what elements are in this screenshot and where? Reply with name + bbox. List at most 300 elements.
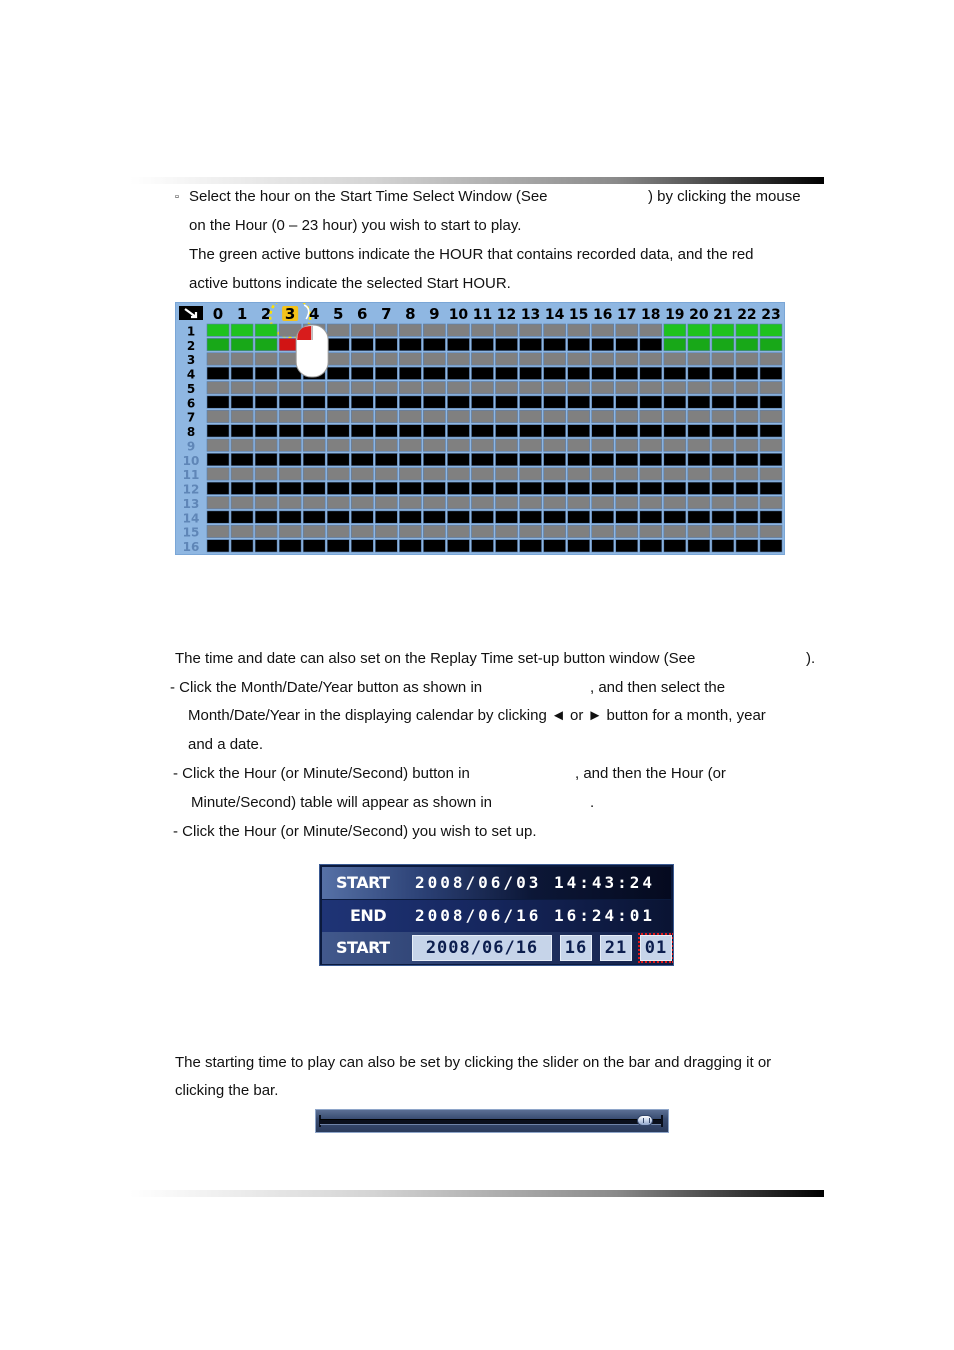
grid-cell[interactable] — [255, 338, 277, 350]
grid-cell[interactable] — [279, 382, 301, 394]
hour-header-10[interactable]: 10 — [448, 307, 469, 323]
grid-cell[interactable] — [375, 525, 397, 537]
grid-cell[interactable] — [592, 367, 614, 379]
grid-cell[interactable] — [327, 353, 349, 365]
grid-cell[interactable] — [231, 324, 253, 336]
grid-cell[interactable] — [664, 382, 686, 394]
grid-cell[interactable] — [520, 396, 542, 408]
grid-cell[interactable] — [207, 396, 229, 408]
grid-cell[interactable] — [303, 497, 325, 509]
grid-cell[interactable] — [568, 425, 590, 437]
grid-cell[interactable] — [207, 367, 229, 379]
hour-header-0[interactable]: 0 — [212, 305, 224, 323]
grid-cell[interactable] — [303, 525, 325, 537]
grid-cell[interactable] — [592, 540, 614, 552]
grid-cell[interactable] — [520, 482, 542, 494]
grid-cell[interactable] — [207, 382, 229, 394]
second-button[interactable]: 01 — [640, 935, 672, 961]
grid-cell[interactable] — [231, 367, 253, 379]
grid-cell[interactable] — [471, 453, 493, 465]
grid-cell[interactable] — [327, 410, 349, 422]
grid-cell[interactable] — [688, 338, 710, 350]
grid-cell[interactable] — [399, 338, 421, 350]
grid-cell[interactable] — [255, 511, 277, 523]
grid-cell[interactable] — [496, 439, 518, 451]
grid-cell[interactable] — [399, 410, 421, 422]
hour-header-1[interactable]: 1 — [236, 305, 248, 323]
grid-cell[interactable] — [688, 439, 710, 451]
grid-cell[interactable] — [592, 324, 614, 336]
grid-cell[interactable] — [423, 410, 445, 422]
grid-cell[interactable] — [327, 497, 349, 509]
grid-cell[interactable] — [231, 540, 253, 552]
grid-cell[interactable] — [423, 453, 445, 465]
grid-cell[interactable] — [688, 367, 710, 379]
grid-cell[interactable] — [640, 410, 662, 422]
grid-cell[interactable] — [327, 453, 349, 465]
grid-cell[interactable] — [520, 453, 542, 465]
grid-cell[interactable] — [592, 468, 614, 480]
hour-header-16[interactable]: 16 — [592, 307, 613, 323]
grid-cell[interactable] — [207, 468, 229, 480]
grid-cell[interactable] — [712, 525, 734, 537]
hour-header-18[interactable]: 18 — [641, 307, 661, 323]
hour-header-5[interactable]: 5 — [333, 305, 344, 323]
grid-cell[interactable] — [592, 453, 614, 465]
grid-cell[interactable] — [568, 439, 590, 451]
grid-cell[interactable] — [568, 353, 590, 365]
grid-cell[interactable] — [471, 525, 493, 537]
grid-cell[interactable] — [351, 540, 373, 552]
grid-cell[interactable] — [496, 367, 518, 379]
grid-cell[interactable] — [327, 396, 349, 408]
grid-cell[interactable] — [279, 497, 301, 509]
hour-header-15[interactable]: 15 — [568, 307, 589, 323]
grid-cell[interactable] — [616, 497, 638, 509]
grid-cell[interactable] — [760, 382, 782, 394]
grid-cell[interactable] — [399, 482, 421, 494]
grid-cell[interactable] — [688, 468, 710, 480]
grid-cell[interactable] — [423, 396, 445, 408]
grid-cell[interactable] — [736, 482, 758, 494]
grid-cell[interactable] — [760, 439, 782, 451]
grid-cell[interactable] — [616, 382, 638, 394]
grid-cell[interactable] — [544, 453, 566, 465]
grid-cell[interactable] — [375, 410, 397, 422]
date-button[interactable]: 2008/06/16 — [412, 935, 552, 961]
grid-cell[interactable] — [544, 425, 566, 437]
grid-cell[interactable] — [544, 511, 566, 523]
grid-cell[interactable] — [664, 324, 686, 336]
grid-cell[interactable] — [279, 396, 301, 408]
grid-cell[interactable] — [303, 410, 325, 422]
grid-cell[interactable] — [351, 367, 373, 379]
grid-cell[interactable] — [471, 338, 493, 350]
hour-header-19[interactable]: 19 — [665, 307, 685, 323]
grid-cell[interactable] — [736, 396, 758, 408]
grid-cell[interactable] — [688, 410, 710, 422]
grid-cell[interactable] — [736, 468, 758, 480]
grid-cell[interactable] — [640, 367, 662, 379]
grid-cell[interactable] — [664, 453, 686, 465]
grid-cell[interactable] — [640, 324, 662, 336]
grid-cell[interactable] — [231, 439, 253, 451]
grid-cell[interactable] — [592, 396, 614, 408]
grid-cell[interactable] — [207, 497, 229, 509]
grid-cell[interactable] — [303, 453, 325, 465]
grid-cell[interactable] — [664, 482, 686, 494]
grid-cell[interactable] — [255, 324, 277, 336]
grid-cell[interactable] — [568, 511, 590, 523]
grid-cell[interactable] — [207, 439, 229, 451]
grid-cell[interactable] — [760, 482, 782, 494]
hour-button[interactable]: 16 — [560, 935, 592, 961]
grid-cell[interactable] — [616, 425, 638, 437]
grid-cell[interactable] — [664, 511, 686, 523]
grid-cell[interactable] — [760, 353, 782, 365]
grid-cell[interactable] — [616, 338, 638, 350]
grid-cell[interactable] — [520, 324, 542, 336]
grid-cell[interactable] — [664, 338, 686, 350]
grid-cell[interactable] — [712, 468, 734, 480]
grid-cell[interactable] — [351, 396, 373, 408]
grid-cell[interactable] — [423, 540, 445, 552]
grid-cell[interactable] — [688, 540, 710, 552]
slider-track[interactable] — [320, 1119, 662, 1125]
grid-cell[interactable] — [399, 497, 421, 509]
grid-cell[interactable] — [640, 482, 662, 494]
grid-cell[interactable] — [592, 525, 614, 537]
grid-cell[interactable] — [447, 367, 469, 379]
grid-cell[interactable] — [616, 324, 638, 336]
grid-cell[interactable] — [327, 439, 349, 451]
grid-cell[interactable] — [664, 425, 686, 437]
grid-cell[interactable] — [616, 439, 638, 451]
grid-cell[interactable] — [207, 324, 229, 336]
grid-cell[interactable] — [327, 525, 349, 537]
grid-cell[interactable] — [640, 468, 662, 480]
grid-cell[interactable] — [303, 511, 325, 523]
grid-cell[interactable] — [471, 367, 493, 379]
grid-cell[interactable] — [351, 338, 373, 350]
grid-cell[interactable] — [231, 353, 253, 365]
hour-header-2[interactable]: 2 — [260, 305, 272, 323]
hour-header-21[interactable]: 21 — [713, 307, 733, 323]
grid-cell[interactable] — [471, 540, 493, 552]
grid-cell[interactable] — [736, 540, 758, 552]
grid-cell[interactable] — [736, 511, 758, 523]
grid-cell[interactable] — [279, 525, 301, 537]
grid-cell[interactable] — [447, 338, 469, 350]
grid-cell[interactable] — [375, 367, 397, 379]
grid-cell[interactable] — [640, 338, 662, 350]
grid-cell[interactable] — [736, 382, 758, 394]
grid-cell[interactable] — [471, 439, 493, 451]
grid-cell[interactable] — [688, 353, 710, 365]
grid-cell[interactable] — [207, 425, 229, 437]
grid-cell[interactable] — [255, 410, 277, 422]
grid-cell[interactable] — [760, 396, 782, 408]
grid-cell[interactable] — [399, 425, 421, 437]
grid-cell[interactable] — [207, 338, 229, 350]
grid-cell[interactable] — [520, 497, 542, 509]
grid-cell[interactable] — [568, 382, 590, 394]
grid-cell[interactable] — [471, 497, 493, 509]
grid-cell[interactable] — [496, 497, 518, 509]
grid-cell[interactable] — [640, 353, 662, 365]
grid-cell[interactable] — [375, 497, 397, 509]
grid-cell[interactable] — [568, 525, 590, 537]
grid-cell[interactable] — [616, 353, 638, 365]
grid-cell[interactable] — [496, 482, 518, 494]
grid-cell[interactable] — [471, 511, 493, 523]
grid-cell[interactable] — [231, 525, 253, 537]
grid-cell[interactable] — [496, 410, 518, 422]
grid-cell[interactable] — [471, 425, 493, 437]
grid-cell[interactable] — [520, 382, 542, 394]
grid-cell[interactable] — [423, 425, 445, 437]
grid-cell[interactable] — [447, 410, 469, 422]
grid-cell[interactable] — [351, 482, 373, 494]
grid-cell[interactable] — [279, 511, 301, 523]
grid-cell[interactable] — [447, 396, 469, 408]
grid-cell[interactable] — [351, 453, 373, 465]
grid-cell[interactable] — [375, 382, 397, 394]
grid-cell[interactable] — [568, 324, 590, 336]
grid-cell[interactable] — [712, 425, 734, 437]
grid-cell[interactable] — [447, 468, 469, 480]
grid-cell[interactable] — [231, 396, 253, 408]
grid-cell[interactable] — [760, 497, 782, 509]
grid-cell[interactable] — [544, 525, 566, 537]
grid-cell[interactable] — [760, 511, 782, 523]
grid-cell[interactable] — [423, 382, 445, 394]
grid-cell[interactable] — [712, 382, 734, 394]
grid-cell[interactable] — [303, 482, 325, 494]
grid-cell[interactable] — [399, 511, 421, 523]
grid-cell[interactable] — [399, 367, 421, 379]
grid-cell[interactable] — [231, 425, 253, 437]
grid-cell[interactable] — [520, 540, 542, 552]
grid-cell[interactable] — [447, 540, 469, 552]
grid-cell[interactable] — [303, 425, 325, 437]
grid-cell[interactable] — [712, 338, 734, 350]
grid-cell[interactable] — [375, 439, 397, 451]
grid-cell[interactable] — [471, 468, 493, 480]
grid-cell[interactable] — [664, 396, 686, 408]
grid-cell[interactable] — [664, 367, 686, 379]
grid-cell[interactable] — [544, 324, 566, 336]
grid-cell[interactable] — [207, 453, 229, 465]
grid-cell[interactable] — [568, 396, 590, 408]
grid-cell[interactable] — [640, 425, 662, 437]
grid-cell[interactable] — [399, 453, 421, 465]
grid-cell[interactable] — [351, 324, 373, 336]
grid-cell[interactable] — [279, 410, 301, 422]
minute-button[interactable]: 21 — [600, 935, 632, 961]
grid-cell[interactable] — [207, 410, 229, 422]
grid-cell[interactable] — [520, 511, 542, 523]
grid-cell[interactable] — [255, 468, 277, 480]
grid-cell[interactable] — [496, 453, 518, 465]
grid-cell[interactable] — [423, 353, 445, 365]
grid-cell[interactable] — [255, 540, 277, 552]
grid-cell[interactable] — [375, 353, 397, 365]
hour-header-4[interactable]: 4 — [308, 305, 320, 323]
grid-cell[interactable] — [279, 482, 301, 494]
grid-cell[interactable] — [664, 525, 686, 537]
grid-cell[interactable] — [375, 468, 397, 480]
grid-cell[interactable] — [640, 497, 662, 509]
grid-cell[interactable] — [544, 497, 566, 509]
slider-thumb-icon[interactable] — [637, 1115, 653, 1126]
grid-cell[interactable] — [423, 324, 445, 336]
grid-cell[interactable] — [640, 453, 662, 465]
grid-cell[interactable] — [712, 396, 734, 408]
grid-cell[interactable] — [279, 468, 301, 480]
grid-cell[interactable] — [640, 525, 662, 537]
grid-cell[interactable] — [351, 382, 373, 394]
grid-cell[interactable] — [760, 540, 782, 552]
grid-cell[interactable] — [447, 353, 469, 365]
grid-cell[interactable] — [664, 540, 686, 552]
grid-cell[interactable] — [640, 396, 662, 408]
grid-cell[interactable] — [712, 497, 734, 509]
grid-cell[interactable] — [327, 540, 349, 552]
grid-cell[interactable] — [616, 525, 638, 537]
grid-cell[interactable] — [712, 367, 734, 379]
grid-cell[interactable] — [520, 367, 542, 379]
grid-cell[interactable] — [327, 425, 349, 437]
grid-cell[interactable] — [327, 338, 349, 350]
grid-cell[interactable] — [616, 540, 638, 552]
grid-cell[interactable] — [351, 468, 373, 480]
grid-cell[interactable] — [520, 410, 542, 422]
grid-cell[interactable] — [351, 439, 373, 451]
grid-cell[interactable] — [447, 525, 469, 537]
grid-cell[interactable] — [712, 353, 734, 365]
grid-cell[interactable] — [327, 382, 349, 394]
grid-cell[interactable] — [616, 511, 638, 523]
grid-cell[interactable] — [327, 482, 349, 494]
grid-cell[interactable] — [544, 338, 566, 350]
grid-cell[interactable] — [520, 468, 542, 480]
grid-cell[interactable] — [760, 410, 782, 422]
grid-cell[interactable] — [712, 453, 734, 465]
grid-cell[interactable] — [688, 511, 710, 523]
grid-cell[interactable] — [303, 396, 325, 408]
grid-cell[interactable] — [351, 425, 373, 437]
grid-cell[interactable] — [592, 425, 614, 437]
grid-cell[interactable] — [688, 482, 710, 494]
hour-header-23[interactable]: 23 — [761, 307, 781, 323]
grid-cell[interactable] — [688, 525, 710, 537]
grid-cell[interactable] — [640, 439, 662, 451]
grid-cell[interactable] — [664, 410, 686, 422]
grid-cell[interactable] — [207, 482, 229, 494]
grid-cell[interactable] — [327, 324, 349, 336]
grid-cell[interactable] — [351, 497, 373, 509]
grid-cell[interactable] — [447, 482, 469, 494]
grid-cell[interactable] — [447, 497, 469, 509]
grid-cell[interactable] — [664, 439, 686, 451]
grid-cell[interactable] — [640, 540, 662, 552]
grid-cell[interactable] — [279, 453, 301, 465]
hour-header-6[interactable]: 6 — [357, 305, 368, 323]
grid-cell[interactable] — [760, 425, 782, 437]
grid-cell[interactable] — [279, 439, 301, 451]
grid-cell[interactable] — [447, 324, 469, 336]
grid-cell[interactable] — [423, 525, 445, 537]
grid-cell[interactable] — [592, 338, 614, 350]
grid-cell[interactable] — [592, 439, 614, 451]
grid-cell[interactable] — [303, 382, 325, 394]
grid-cell[interactable] — [568, 338, 590, 350]
grid-cell[interactable] — [712, 482, 734, 494]
grid-cell[interactable] — [255, 367, 277, 379]
grid-cell[interactable] — [544, 468, 566, 480]
grid-cell[interactable] — [664, 468, 686, 480]
grid-cell[interactable] — [375, 511, 397, 523]
grid-cell[interactable] — [544, 396, 566, 408]
grid-cell[interactable] — [568, 468, 590, 480]
grid-cell[interactable] — [688, 425, 710, 437]
grid-cell[interactable] — [520, 353, 542, 365]
grid-cell[interactable] — [520, 338, 542, 350]
grid-cell[interactable] — [664, 497, 686, 509]
grid-cell[interactable] — [447, 453, 469, 465]
grid-cell[interactable] — [375, 482, 397, 494]
grid-cell[interactable] — [544, 353, 566, 365]
grid-cell[interactable] — [279, 540, 301, 552]
grid-cell[interactable] — [399, 382, 421, 394]
grid-cell[interactable] — [231, 453, 253, 465]
hour-header-11[interactable]: 11 — [472, 307, 493, 323]
grid-cell[interactable] — [303, 468, 325, 480]
grid-cell[interactable] — [568, 540, 590, 552]
grid-cell[interactable] — [255, 353, 277, 365]
grid-cell[interactable] — [447, 382, 469, 394]
hour-header-20[interactable]: 20 — [689, 307, 709, 323]
grid-cell[interactable] — [231, 338, 253, 350]
grid-cell[interactable] — [520, 525, 542, 537]
grid-cell[interactable] — [496, 540, 518, 552]
grid-cell[interactable] — [399, 396, 421, 408]
grid-cell[interactable] — [544, 367, 566, 379]
grid-cell[interactable] — [255, 482, 277, 494]
grid-cell[interactable] — [568, 410, 590, 422]
grid-cell[interactable] — [207, 525, 229, 537]
grid-cell[interactable] — [423, 439, 445, 451]
grid-cell[interactable] — [496, 468, 518, 480]
grid-cell[interactable] — [616, 367, 638, 379]
grid-cell[interactable] — [736, 324, 758, 336]
grid-cell[interactable] — [471, 482, 493, 494]
grid-cell[interactable] — [736, 525, 758, 537]
grid-cell[interactable] — [255, 382, 277, 394]
grid-cell[interactable] — [616, 482, 638, 494]
grid-cell[interactable] — [616, 468, 638, 480]
playback-slider-bar[interactable] — [315, 1109, 669, 1133]
grid-cell[interactable] — [447, 511, 469, 523]
grid-cell[interactable] — [471, 396, 493, 408]
hour-header-17[interactable]: 17 — [616, 307, 637, 323]
grid-cell[interactable] — [592, 382, 614, 394]
grid-cell[interactable] — [327, 468, 349, 480]
grid-cell[interactable] — [375, 324, 397, 336]
grid-cell[interactable] — [496, 353, 518, 365]
grid-cell[interactable] — [496, 525, 518, 537]
